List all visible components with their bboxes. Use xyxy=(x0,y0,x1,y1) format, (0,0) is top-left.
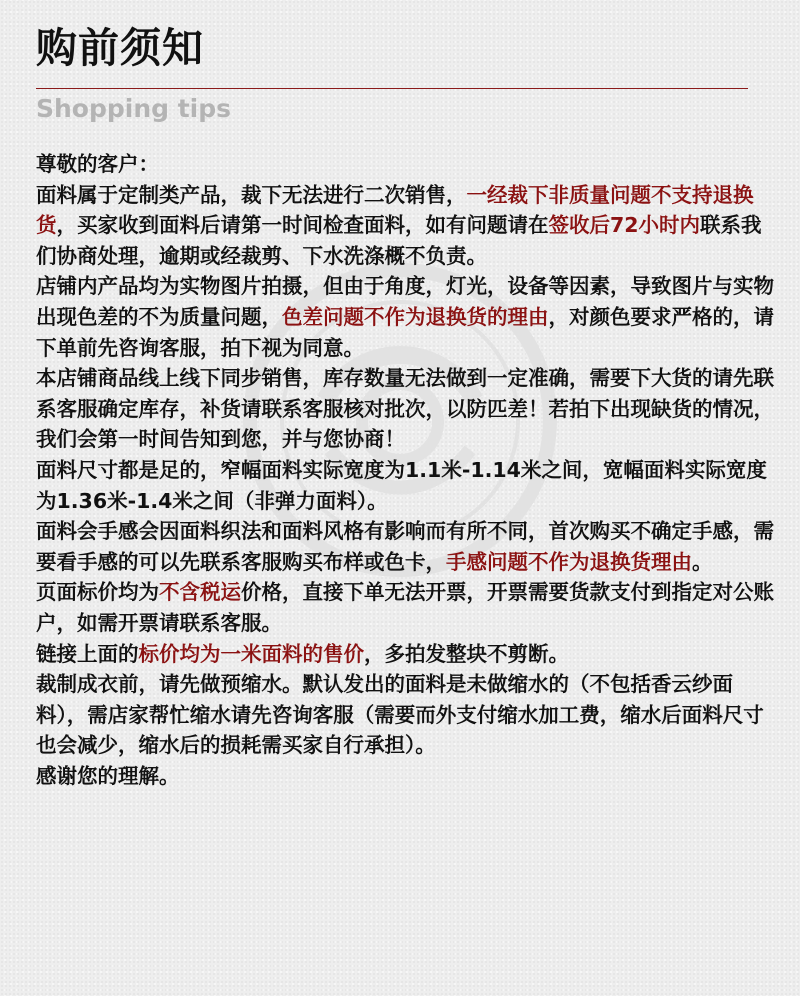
body-text: 链接上面的 xyxy=(36,641,139,666)
body-text: 尊敬的客户： xyxy=(36,152,159,176)
body-text: 面料尺寸都是足的，窄幅面料实际宽度为1.1米-1.14米之间，宽幅面料实际宽度为1.36米-1.4米之间（非弹力面料）。 xyxy=(36,457,767,513)
body-text: 联系我们协商处理，逾期或经裁剪、下水洗涤概不负责。 xyxy=(36,213,762,268)
tip-paragraph xyxy=(36,761,780,792)
highlight-text: 色差问题不作为退换货的理由 xyxy=(282,304,549,329)
body-text: 本店铺商品线上线下同步销售，库存数量无法做到一定准确，需要下大货的请先联系客服确定库存，补货请联系客服核对批次，以防匹差！若拍下出现缺货的情况，我们会第一时间告知到您，并与您协商！ xyxy=(36,366,774,452)
tip-paragraph xyxy=(36,363,780,455)
body-text: 感谢您的理解。 xyxy=(36,763,180,788)
tip-paragraph xyxy=(36,516,780,577)
page-title: 购前须知 xyxy=(36,24,204,72)
body-text: 店铺内产品均为实物图片拍摄，但由于角度，灯光，设备等因素，导致图片与实物出现色差的不为质量问题， xyxy=(36,274,774,329)
body-text: ，买家收到面料后请第一时间检查面料，如有问题请在 xyxy=(56,213,549,238)
body-text: ，多拍发整块不剪断。 xyxy=(364,641,569,666)
body-text: 价格，直接下单无法开票，开票需要货款支付到指定对公账户，如需开票请联系客服。 xyxy=(36,580,774,635)
tips-content xyxy=(36,149,780,791)
body-text: 页面标价均为 xyxy=(36,580,159,605)
tip-paragraph xyxy=(36,669,780,761)
body-text: 面料属于定制类产品，裁下无法进行二次销售， xyxy=(36,182,467,207)
highlight-text: 一经裁下非质量问题不支持退换货 xyxy=(36,182,754,238)
tip-paragraph xyxy=(36,577,780,638)
body-text: ，对颜色要求严格的，请下单前先咨询客服，拍下视为同意。 xyxy=(36,304,774,360)
body-text: 裁制成衣前，请先做预缩水。默认发出的面料是未做缩水的（不包括香云纱面料），需店家帮忙缩水请先咨询客服（需要而外支付缩水加工费，缩水后面料尺寸也会减少，缩水后的损耗需买家自行承担）。 xyxy=(36,672,764,758)
tip-paragraph xyxy=(36,180,780,272)
page-subtitle: Shopping tips xyxy=(36,94,232,123)
highlight-text: 签收后72小时内 xyxy=(548,213,701,238)
body-text: 面料会手感会因面料织法和面料风格有影响而有所不同，首次购买不确定手感，需要看手感的可以先联系客服购买布样或色卡， xyxy=(36,519,774,574)
title-divider xyxy=(36,88,748,89)
tip-paragraph xyxy=(36,149,780,180)
highlight-text: 不含税运 xyxy=(159,580,241,605)
highlight-text: 标价均为一米面料的售价 xyxy=(138,641,364,666)
tip-paragraph xyxy=(36,639,780,670)
highlight-text: 手感问题不作为退换货理由 xyxy=(446,549,692,574)
tip-paragraph xyxy=(36,455,780,516)
body-text: 。 xyxy=(692,549,713,574)
tip-paragraph xyxy=(36,271,780,363)
